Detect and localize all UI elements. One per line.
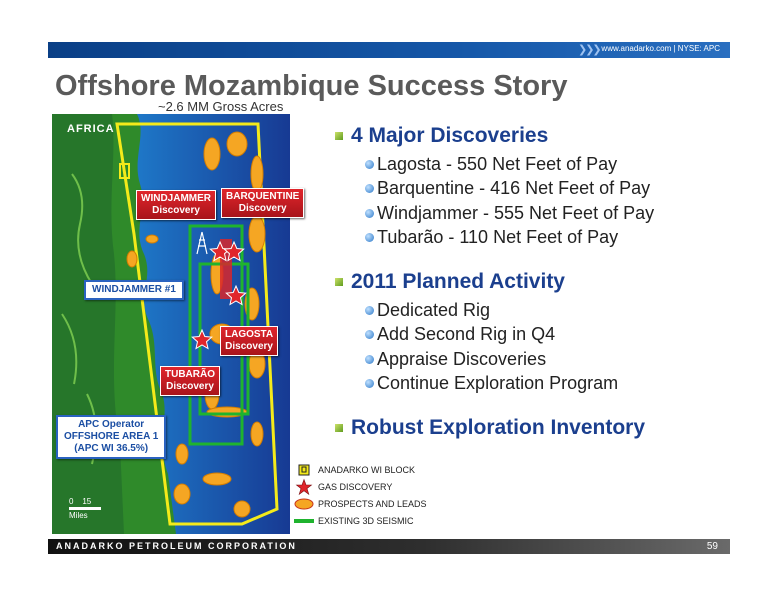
header-url[interactable]: www.anadarko.com | NYSE: APC [601, 44, 720, 53]
windjammer-discovery-callout: WINDJAMMER Discovery [136, 190, 216, 220]
round-bullet-icon [365, 209, 374, 218]
section-heading: Robust Exploration Inventory [335, 416, 715, 440]
square-bullet-icon [335, 278, 343, 286]
round-bullet-icon [365, 184, 374, 193]
gas-discovery-star-icon [294, 480, 314, 494]
list-item: Windjammer - 555 Net Feet of Pay [365, 201, 715, 226]
round-bullet-icon [365, 306, 374, 315]
planned-activity-list [365, 298, 715, 396]
bullet-list [335, 124, 715, 440]
barquentine-discovery-callout: BARQUENTINE Discovery [221, 188, 304, 218]
list-item: Lagosta - 550 Net Feet of Pay [365, 152, 715, 177]
windjammer-well-callout: WINDJAMMER #1 [84, 280, 184, 300]
page-title: Offshore Mozambique Success Story [55, 70, 568, 102]
map-legend [294, 461, 427, 529]
round-bullet-icon [365, 379, 374, 388]
lagosta-discovery-callout: LAGOSTA Discovery [220, 326, 278, 356]
section-heading: 4 Major Discoveries [335, 124, 715, 148]
region-label-africa: AFRICA [67, 123, 115, 135]
footer-bar [48, 539, 730, 554]
square-bullet-icon [335, 424, 343, 432]
map-scale: 0 15 Miles [69, 497, 101, 520]
gross-acres-label: ~2.6 MM Gross Acres [158, 99, 284, 114]
apc-operator-callout: APC Operator OFFSHORE AREA 1 (APC WI 36.5%) [56, 415, 166, 459]
map-image [52, 114, 290, 534]
square-bullet-icon [335, 132, 343, 140]
round-bullet-icon [365, 160, 374, 169]
company-name: ANADARKO PETROLEUM CORPORATION [56, 541, 297, 551]
offshore-map [52, 114, 300, 534]
wi-block-icon [294, 463, 314, 477]
page-number: 59 [706, 541, 718, 552]
section-heading: 2011 Planned Activity [335, 270, 715, 294]
legend-item: EXISTING 3D SEISMIC [294, 512, 427, 529]
round-bullet-icon [365, 330, 374, 339]
list-item: Tubarão - 110 Net Feet of Pay [365, 226, 715, 251]
list-item: Appraise Discoveries [365, 347, 715, 372]
prospects-ellipse-icon [294, 497, 314, 511]
list-item: Barquentine - 416 Net Feet of Pay [365, 177, 715, 202]
round-bullet-icon [365, 355, 374, 364]
header-bar [48, 42, 730, 58]
round-bullet-icon [365, 233, 374, 242]
list-item: Dedicated Rig [365, 298, 715, 323]
chevron-arrows-icon: ❯❯❯ [578, 43, 600, 56]
legend-item: ANADARKO WI BLOCK [294, 461, 427, 478]
tubarao-discovery-callout: TUBARÃO Discovery [160, 366, 220, 396]
legend-item: PROSPECTS AND LEADS [294, 495, 427, 512]
legend-item: GAS DISCOVERY [294, 478, 427, 495]
list-item: Continue Exploration Program [365, 372, 715, 397]
discoveries-list [365, 152, 715, 250]
list-item: Add Second Rig in Q4 [365, 323, 715, 348]
seismic-line-icon [294, 514, 314, 528]
